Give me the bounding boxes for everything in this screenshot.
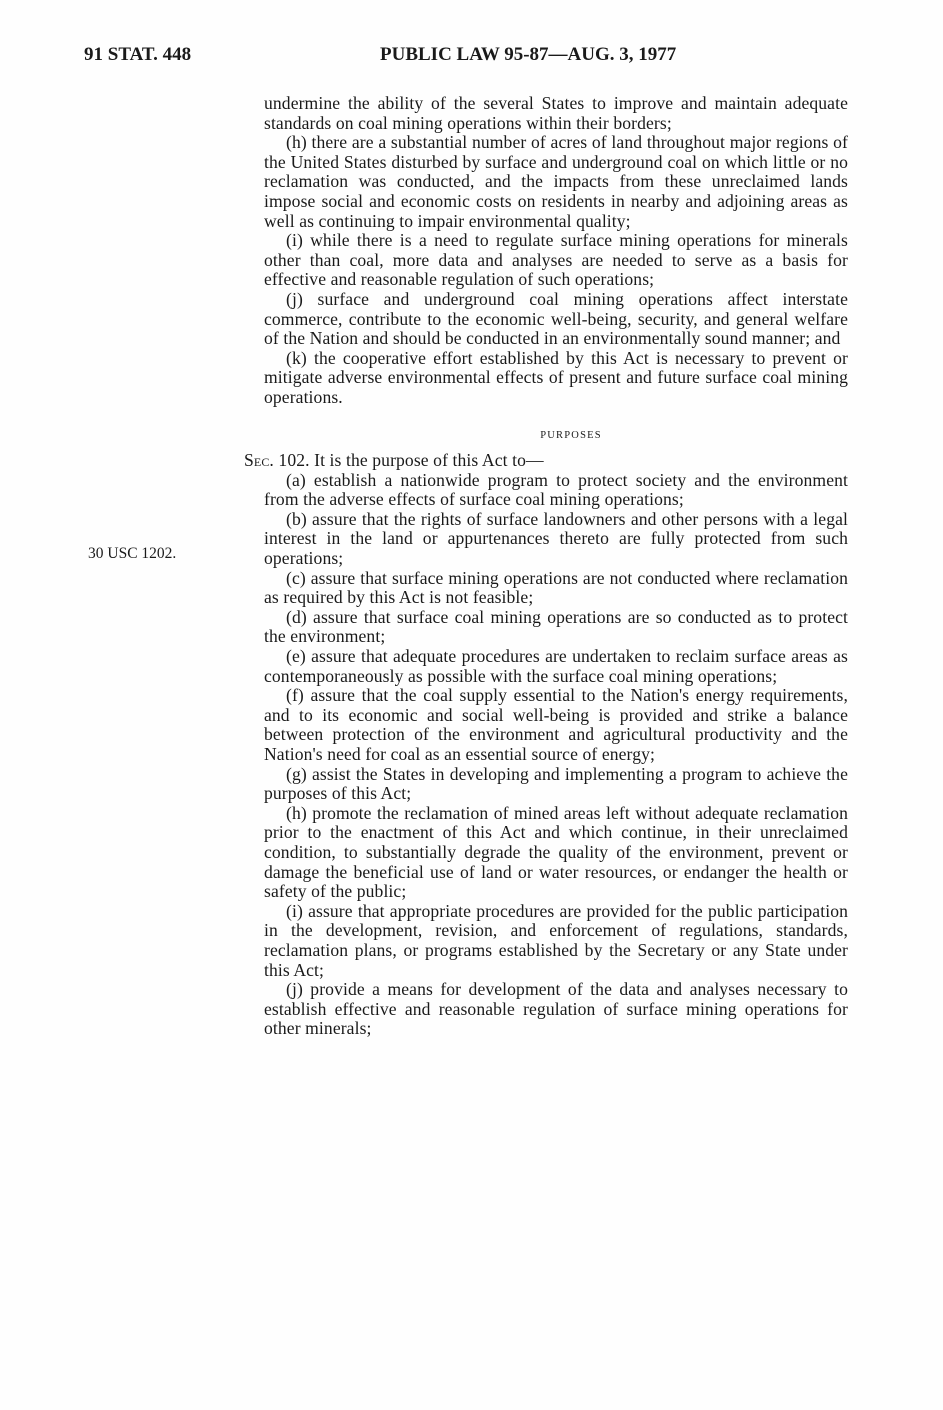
purpose-j: (j) provide a means for development of the data and analyses necessary to establish effective and reasonable regulation of surface mining operations for other minerals;: [264, 979, 848, 1039]
body-text: [244, 93, 848, 1039]
section-intro-text: 102. It is the purpose of this Act to—: [278, 450, 544, 471]
purpose-c: (c) assure that surface mining operations are not conducted where reclamation as required by this Act is not feasible;: [264, 567, 848, 608]
purpose-a: (a) establish a nationwide program to protect society and the environment from the adverse effects of surface coal mining operations;: [264, 469, 848, 510]
purpose-i: (i) assure that appropriate procedures are provided for the public participation in the development, revision, and enforcement of regulations, standards, reclamation plans, or programs established by the Secretary or any State under this Act;: [264, 900, 848, 980]
findings-paragraph-continued: undermine the ability of the several States to improve and maintain adequate standards on coal mining operations within their borders;: [264, 93, 848, 133]
purpose-h: (h) promote the reclamation of mined areas left without adequate reclamation prior to the enactment of this Act and which continue, in their unreclaimed condition, to substantially degrade the quality of the environment, prevent or damage the beneficial use of land or water resources, or endanger the health or safety of the public;: [264, 802, 848, 902]
finding-i: (i) while there is a need to regulate surface mining operations for minerals other than coal, more data and analyses are needed to serve as a basis for effective and reasonable regulation of such operations;: [264, 230, 848, 290]
margin-citation: 30 USC 1202.: [88, 545, 177, 562]
finding-k: (k) the cooperative effort established by this Act is necessary to prevent or mitigate adverse environmental effects of present and future surface coal mining operations.: [264, 347, 848, 407]
purpose-g: (g) assist the States in developing and implementing a program to achieve the purposes of this Act;: [264, 763, 848, 804]
law-title: PUBLIC LAW 95-87—AUG. 3, 1977: [380, 44, 677, 65]
finding-j: (j) surface and underground coal mining operations affect interstate commerce, contribute to the economic well-being, security, and general welfare of the Nation and should be conducted in an environmentally sound manner; and: [264, 288, 848, 349]
purpose-f: (f) assure that the coal supply essential to the Nation's energy requirements, and to its economic and social well-being is provided and strike a balance between protection of the environment and agricultural productivity and the Nation's need for coal as an essential source of energy;: [264, 685, 848, 764]
purpose-e: (e) assure that adequate procedures are undertaken to reclaim surface areas as contemporaneously as possible with the surface coal mining operations;: [264, 646, 848, 686]
section-heading: PURPOSES: [540, 429, 602, 441]
finding-h: (h) there are a substantial number of acres of land throughout major regions of the United States disturbed by surface and underground coal on which little or no reclamation was conducted, and the impacts from these unreclaimed lands impose social and economic costs on residents in nearby and adjoining areas as well as continuing to impair environmental quality;: [264, 132, 848, 231]
stat-citation: 91 STAT. 448: [84, 44, 192, 65]
section-intro: [244, 450, 848, 471]
purpose-b: (b) assure that the rights of surface landowners and other persons with a legal interest in the land or appurtenances thereto are fully protected from such operations;: [264, 508, 848, 569]
purpose-d: (d) assure that surface coal mining operations are so conducted as to protect the environment;: [264, 606, 848, 647]
running-head: [84, 44, 844, 70]
section-label: Sec.: [244, 450, 274, 471]
